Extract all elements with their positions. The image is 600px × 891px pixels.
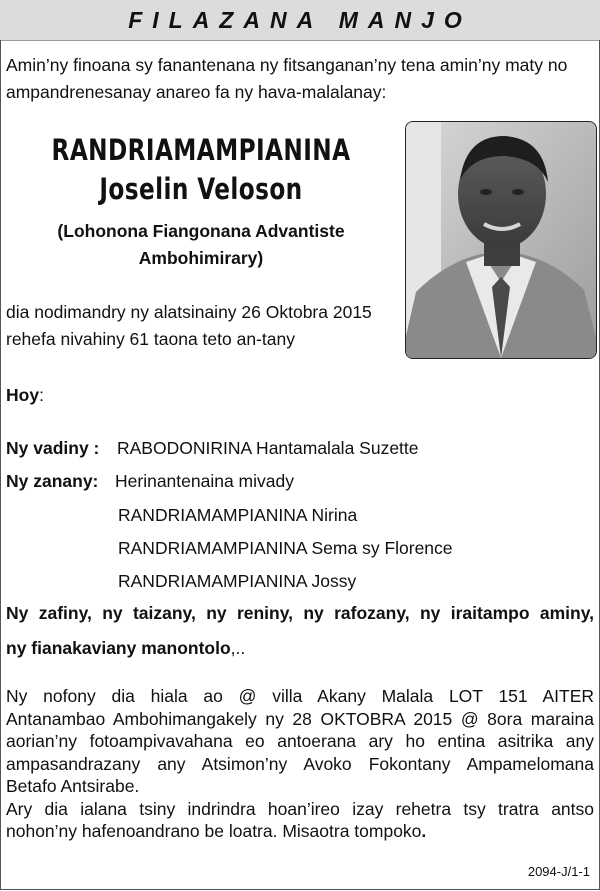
hoy-line [6, 384, 44, 406]
deceased-given-names: Joselin Veloson [99, 172, 303, 206]
reference-code: 2094-J/1-1 [527, 864, 590, 879]
relatives-line-2 [6, 637, 245, 659]
notice-header [0, 0, 600, 41]
notice-title: FILAZANA MANJO [128, 6, 472, 33]
child-item: Herinantenaina mivady [115, 471, 294, 491]
death-date-line: dia nodimandry ny alatsinainy 26 Oktobra 2015 [6, 302, 372, 322]
funeral-paragraph [6, 685, 594, 843]
funeral-line: Antanambao Ambohimangakely ny 28 OKTOBRA 2015 @ 8ora maraina [6, 708, 594, 729]
spouse-name: RABODONIRINA Hantamalala Suzette [117, 438, 419, 458]
relatives-tail: ,.. [230, 638, 246, 658]
relatives-line-1-text: Ny zafiny, ny taizany, ny reniny, ny rafozany, ny iraitampo aminy, [6, 603, 594, 623]
child-item: RANDRIAMAMPIANINA Nirina [118, 505, 358, 525]
hoy-label: Hoy [6, 385, 40, 405]
intro-line-2: ampandrenesanay anareo fa ny hava-malalanay: [6, 82, 387, 102]
closing-line: Ary dia ialana tsiny indrindra hoan’ireo izay rehetra tsy tratra antso [6, 798, 594, 819]
hoy-colon: : [39, 385, 44, 405]
spouse-label: Ny vadiny : [6, 438, 100, 458]
funeral-line: Ny nofony dia hiala ao @ villa Akany Malala LOT 151 AITER [6, 686, 594, 706]
deceased-role-line-2: Ambohimirary) [138, 248, 264, 268]
deceased-surname: RANDRIAMAMPIANINA [51, 133, 351, 167]
children-label: Ny zanany: [6, 471, 99, 491]
funeral-line: aorian’ny fotoampivavahana eo antoerana ary ho entina asitrika any [6, 731, 594, 751]
closing-line-2-text: nohon’ny hafenoandrano be loatra. Misaotra tompoko [6, 821, 422, 841]
death-age-line: rehefa nivahiny 61 taona teto an-tany [6, 329, 295, 349]
relatives-line-2-text: ny fianakaviany manontolo [6, 638, 231, 658]
child-item: RANDRIAMAMPIANINA Sema sy Florence [118, 538, 453, 558]
deceased-role-line-1: (Lohonona Fiangonana Advantiste [57, 221, 345, 241]
relatives-line-1 [6, 602, 594, 625]
deceased-photo [405, 121, 597, 359]
funeral-line: ampasandrazany any Atsimon’ny Avoko Fokontany Ampamelomana [6, 753, 594, 774]
funeral-line: Betafo Antsirabe. [6, 776, 140, 796]
closing-line-2 [6, 820, 594, 843]
child-item: RANDRIAMAMPIANINA Jossy [118, 571, 357, 591]
closing-period: . [421, 821, 427, 841]
intro-line-1: Amin’ny finoana sy fanantenana ny fitsanganan’ny tena amin’ny maty no [6, 55, 568, 75]
